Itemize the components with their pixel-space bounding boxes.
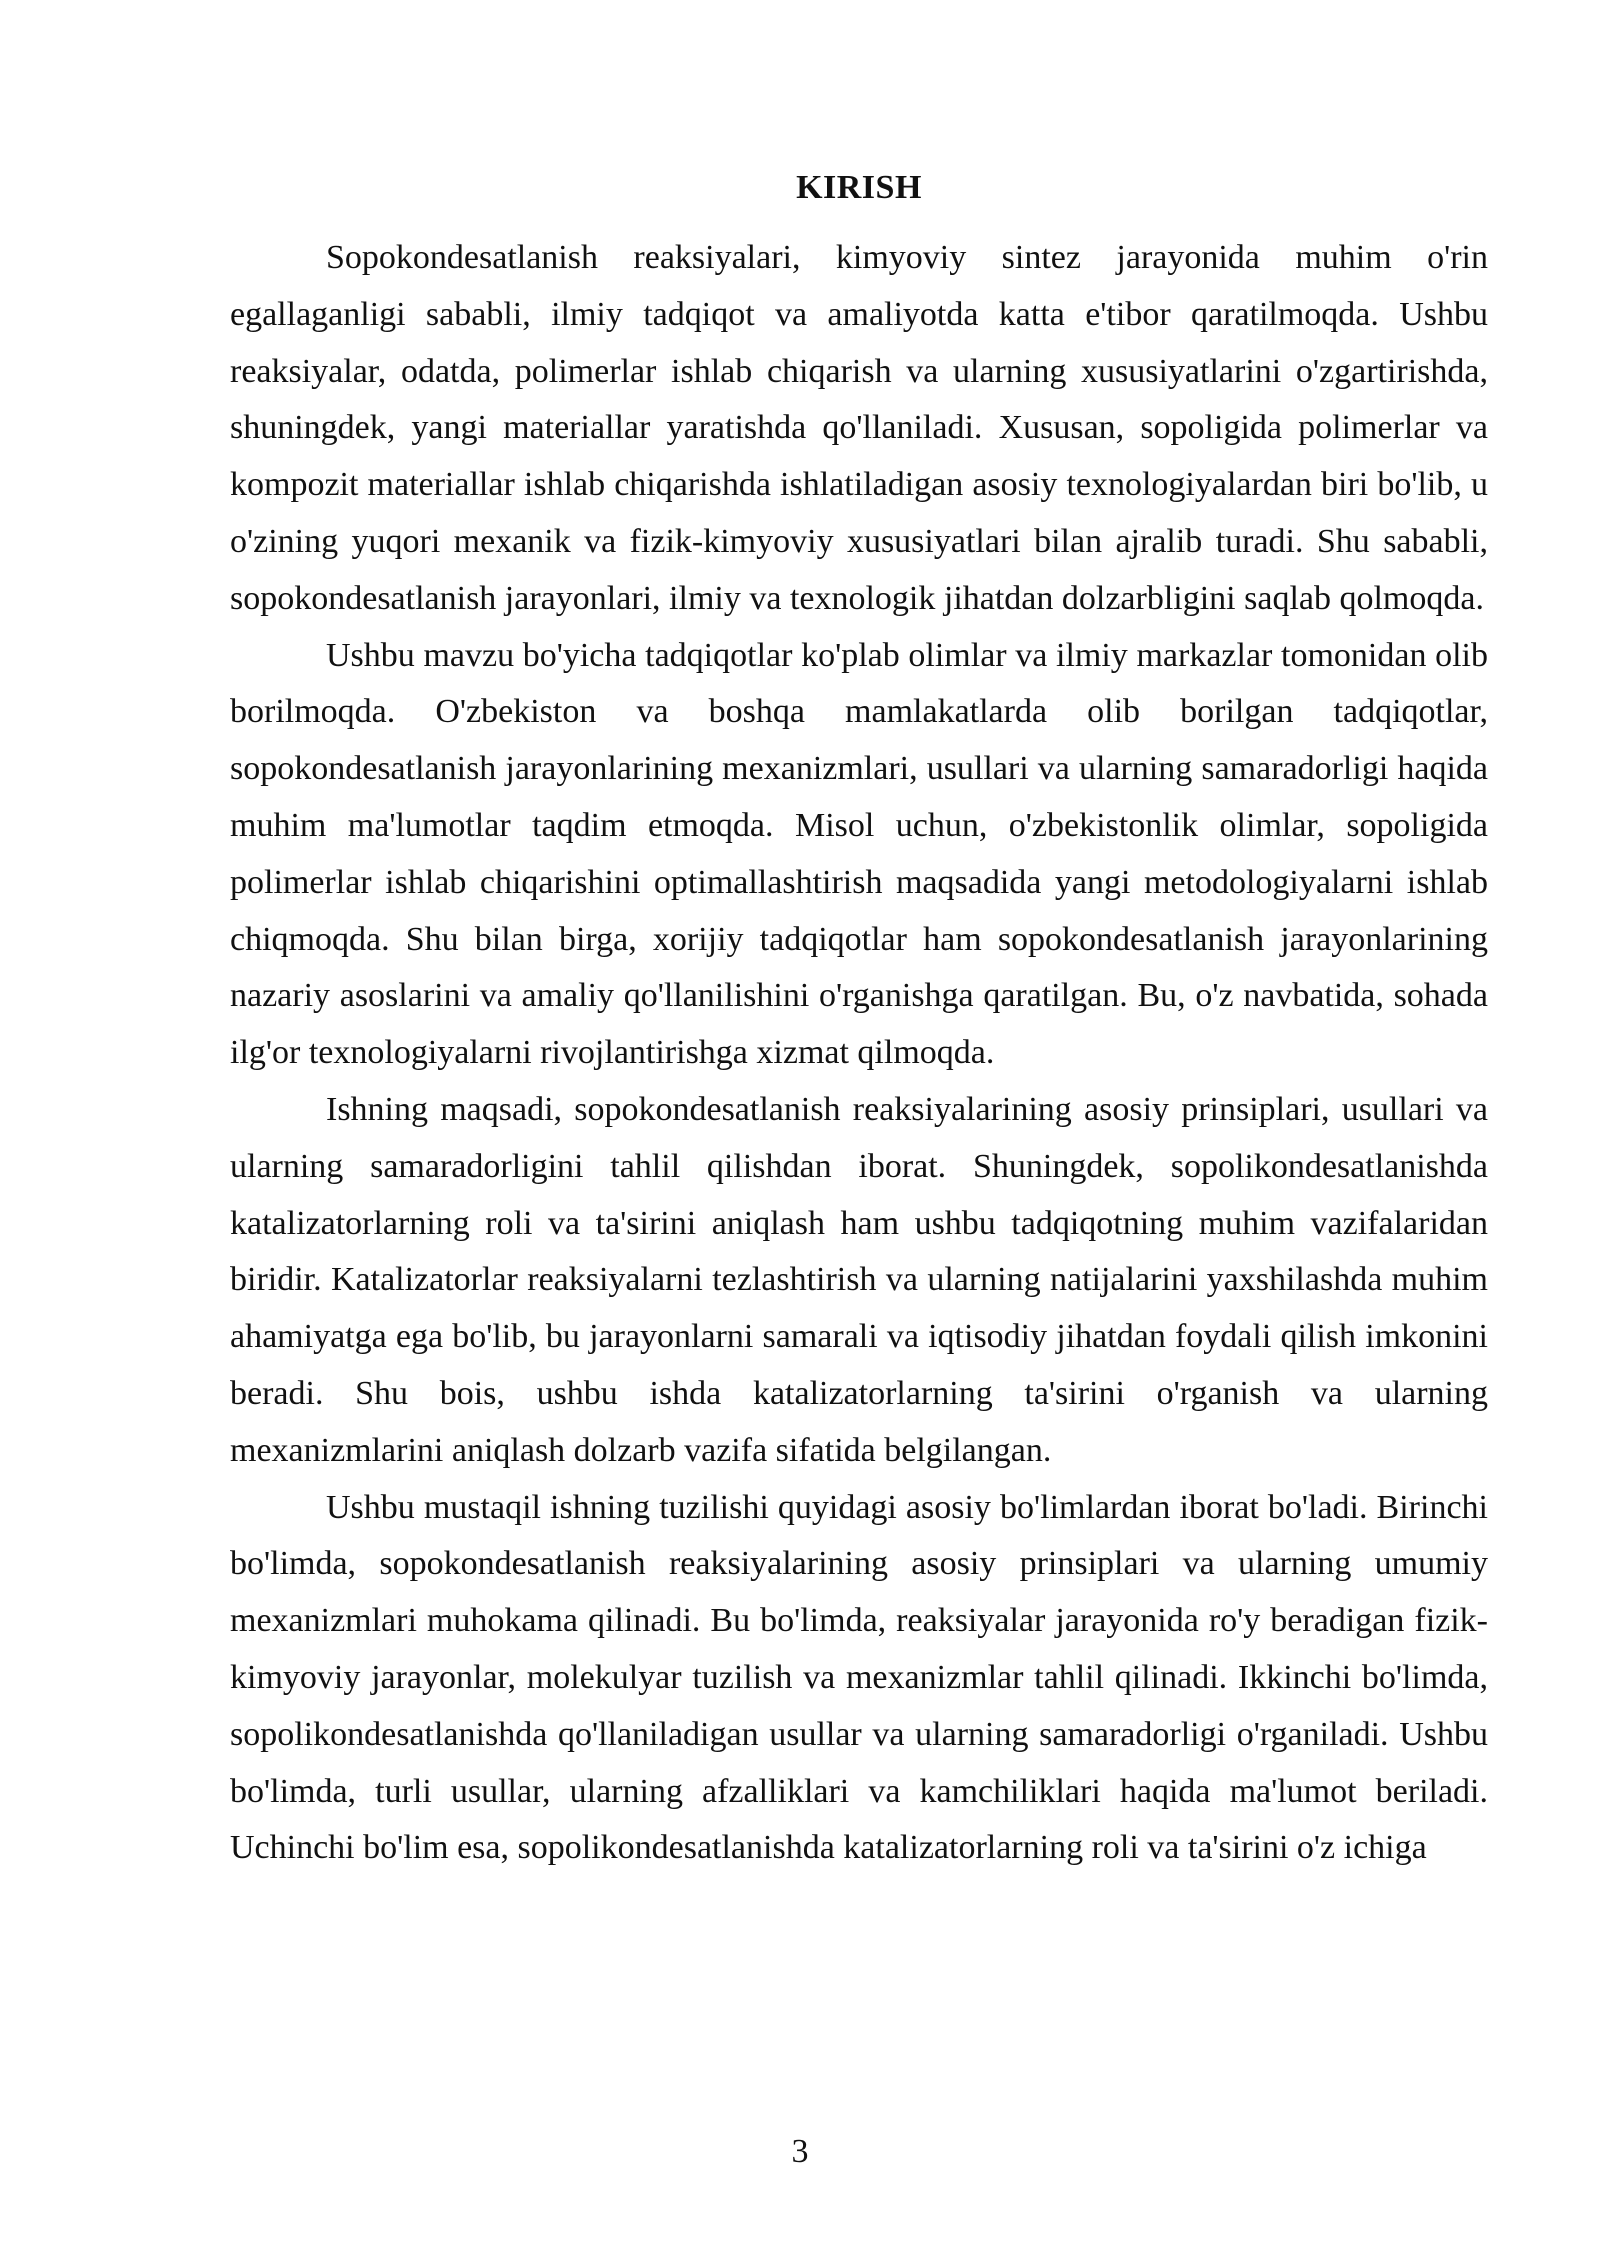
paragraph-2: Ushbu mavzu bo'yicha tadqiqotlar ko'plab olimlar va ilmiy markazlar tomonidan olib borilmoqda. O'zbekiston va boshqa mamlakatlarda olib borilgan tadqiqotlar, sopokondesatlanish jarayonlarining mexanizmlari, usullari va ularning samaradorligi haqida muhim ma'lumotlar taqdim etmoqda. Misol uchun, o'zbekistonlik olimlar, sopoligida polimerlar ishlab chiqarishini optimallashtirish maqsadida yangi metodologiyalarni ishlab chiqmoqda. Shu bilan birga, xorijiy tadqiqotlar ham sopokondesatlanish jarayonlarining nazariy asoslarini va amaliy qo'llanilishini o'rganishga qaratilgan. Bu, o'z navbatida, sohada ilg'or texnologiyalarni rivojlantirishga xizmat qilmoqda. bbox=[230, 636, 1488, 1072]
paragraph-4: Ushbu mustaqil ishning tuzilishi quyidagi asosiy bo'limlardan iborat bo'ladi. Birinchi bo'limda, sopokondesatlanish reaksiyalarining asosiy prinsiplari va ularning umumiy mexanizmlari muhokama qilinadi. Bu bo'limda, reaksiyalar jarayonida ro'y beradigan fizik-kimyoviy jarayonlar, molekulyar tuzilish va mexanizmlar tahlil qilinadi. Ikkinchi bo'limda, sopolikondesatlanishda qo'llaniladigan usullar va ularning samaradorligi o'rganiladi. Ushbu bo'limda, turli usullar, ularning afzalliklari va kamchiliklari haqida ma'lumot beriladi. Uchinchi bo'lim esa, sopolikondesatlanishda katalizatorlarning roli va ta'sirini o'z ichiga bbox=[230, 1488, 1488, 1867]
page-number: 3 bbox=[791, 2133, 809, 2170]
paragraph-1: Sopokondesatlanish reaksiyalari, kimyoviy sintez jarayonida muhim o'rin egallaganligi sababli, ilmiy tadqiqot va amaliyotda katta e'tibor qaratilmoqda. Ushbu reaksiyalar, odatda, polimerlar ishlab chiqarish va ularning xususiyatlarini o'zgartirishda, shuningdek, yangi materiallar yaratishda qo'llaniladi. Xususan, sopoligida polimerlar va kompozit materiallar ishlab chiqarishda ishlatiladigan asosiy texnologiyalardan biri bo'lib, u o'zining yuqori mexanik va fizik-kimyoviy xususiyatlari bilan ajralib turadi. Shu sababli, sopokondesatlanish jarayonlari, ilmiy va texnologik jihatdan dolzarbligini saqlab qolmoqda. bbox=[230, 239, 1488, 617]
paragraph-3: Ishning maqsadi, sopokondesatlanish reaksiyalarining asosiy prinsiplari, usullari va ularning samaradorligini tahlil qilishdan iborat. Shuningdek, sopolikondesatlanishda katalizatorlarning roli va ta'sirini aniqlash ham ushbu tadqiqotning muhim vazifalaridan biridir. Katalizatorlar reaksiyalarni tezlashtirish va ularning natijalarini yaxshilashda muhim ahamiyatga ega bo'lib, bu jarayonlarni samarali va iqtisodiy jihatdan foydali qilish imkonini beradi. Shu bois, ushbu ishda katalizatorlarning ta'sirini o'rganish va ularning mexanizmlarini aniqlash dolzarb vazifa sifatida belgilangan. bbox=[230, 1090, 1488, 1469]
document-page bbox=[230, 160, 1488, 1877]
section-title: KIRISH bbox=[796, 169, 922, 206]
